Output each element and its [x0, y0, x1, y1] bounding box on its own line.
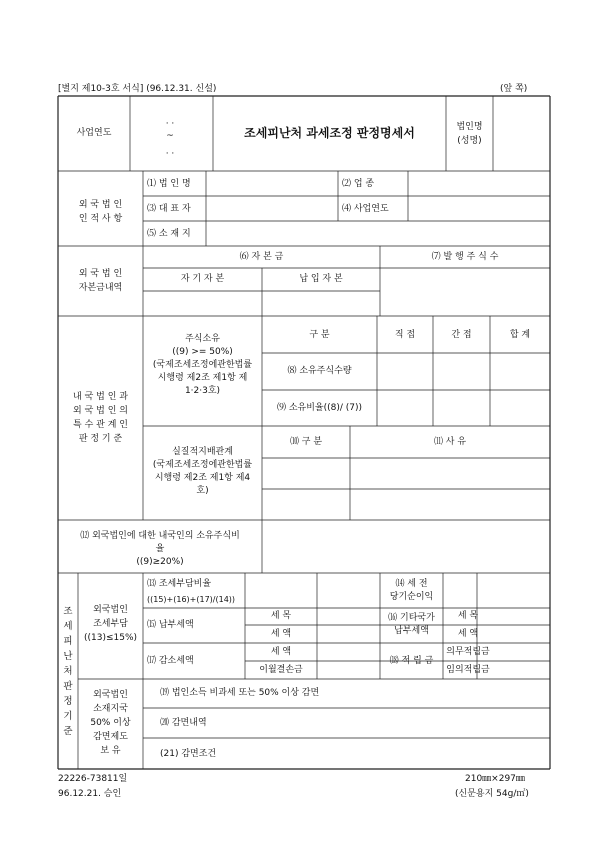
field-representative: ⑶ 대 표 자: [147, 204, 191, 214]
approval-date: 96.12.21. 승인: [58, 789, 122, 799]
field-industry: ⑵ 업 종: [342, 179, 375, 189]
mandatory-reserve-label: 의무적립금: [446, 647, 490, 657]
field-reserve: ⒅ 적 립 금: [389, 656, 434, 666]
tax-burden-criteria: 외국법인 조세부담 ((13)≤15%): [83, 605, 138, 643]
field-exemption-conditions: (21) 감면조건: [160, 749, 217, 759]
field-pretax-income: ⒁ 세 전 당기순이익: [389, 579, 434, 602]
paper-type: (신문용지 54g/㎡): [455, 789, 529, 799]
field-tax-reduction: ⒄ 감소세액: [147, 656, 194, 666]
year-tilde: ~: [166, 131, 174, 141]
field-income-exemption: ⒆ 법인소득 비과세 또는 50% 이상 감면: [160, 688, 320, 698]
own-capital-label: 자 기 자 본: [180, 274, 225, 284]
col-category: 구 분: [309, 330, 330, 340]
field-capital: ⑹ 자 본 금: [239, 252, 284, 262]
foreign-corp-section: 외 국 법 인 인 적 사 항: [78, 200, 123, 224]
field-domestic-ownership-ratio: ⑿ 외국법인에 대한 내국인의 소유주식비 율: [80, 531, 240, 554]
corp-name-sub: (성명): [457, 136, 482, 146]
col-indirect: 간 접: [451, 330, 472, 340]
field-control-reason: ⑾ 사 유: [433, 437, 467, 447]
field-location: ⑸ 소 재 지: [147, 229, 191, 239]
field-exemption-details: ⒇ 감면내역: [160, 718, 207, 728]
voluntary-reserve-label: 임의적립금: [446, 665, 490, 675]
control-criteria: 실질적지배관계 (국제조세조정에관한법률 시행령 제2조 제1항 제4 호): [152, 447, 253, 496]
relation-section: 내 국 법 인 과 외 국 법 인 의 특 수 관 계 인 판 정 기 준: [73, 392, 128, 444]
field-ownership-ratio: ⑼ 소유비율((8)/ (7)): [276, 403, 363, 413]
col-direct: 직 접: [394, 330, 416, 340]
corp-name-label: 법인명: [456, 122, 483, 132]
share-ownership-criteria: 주식소유 ((9) >= 50%) (국제조세조정에관한법률 시행령 제2조 제1항 제 1·2·3호): [152, 334, 253, 396]
field-control-category: ⑽ 구 분: [289, 437, 323, 447]
carryover-loss-label: 이월결손금: [259, 665, 303, 675]
form-number: [별지 제10-3호 서식] (96.12.31. 신설): [58, 84, 217, 94]
capital-section: 외 국 법 인 자본금내역: [78, 269, 123, 293]
field-tax-paid: ⒂ 납부세액: [147, 620, 194, 630]
form-code: 22226-73811일: [58, 774, 128, 784]
field-tax-burden-ratio: ⒀ 조세부담비율: [147, 579, 212, 589]
tax-item-label-2: 세 목: [457, 611, 479, 621]
form-title: 조세피난처 과세조정 판정명세서: [244, 126, 415, 140]
field-other-country-tax: ⒃ 기타국가 납부세액: [388, 613, 435, 636]
paper-size: 210㎜×297㎜: [465, 774, 525, 784]
year-end-dots: · ·: [165, 149, 175, 159]
field-corp-name: ⑴ 법 인 명: [147, 179, 191, 189]
field-shares-owned: ⑻ 소유주식수량: [287, 366, 352, 376]
field-business-year: ⑷ 사업연도: [342, 204, 389, 214]
haven-section: 조 세 피 난 처 판 정 기 준: [63, 606, 73, 737]
tax-amount-label-2: 세 액: [457, 629, 479, 639]
tax-burden-formula: ((15)+(16)+(17)/(14)): [147, 595, 236, 604]
page-side: (앞 쪽): [500, 84, 528, 94]
field-issued-shares: ⑺ 발 행 주 식 수: [431, 252, 499, 262]
year-label: 사업연도: [76, 128, 112, 138]
ratio-condition: ((9)≥20%): [136, 557, 184, 567]
tax-amount-label-3: 세 액: [270, 647, 292, 657]
exemption-criteria: 외국법인 소재지국 50% 이상 감면제도 보 유: [90, 690, 131, 756]
paid-capital-label: 납 입 자 본: [299, 274, 343, 284]
year-start-dots: · ·: [165, 119, 175, 129]
tax-amount-label-1: 세 액: [270, 629, 292, 639]
col-total: 합 계: [509, 330, 531, 340]
tax-item-label-1: 세 목: [270, 611, 292, 621]
